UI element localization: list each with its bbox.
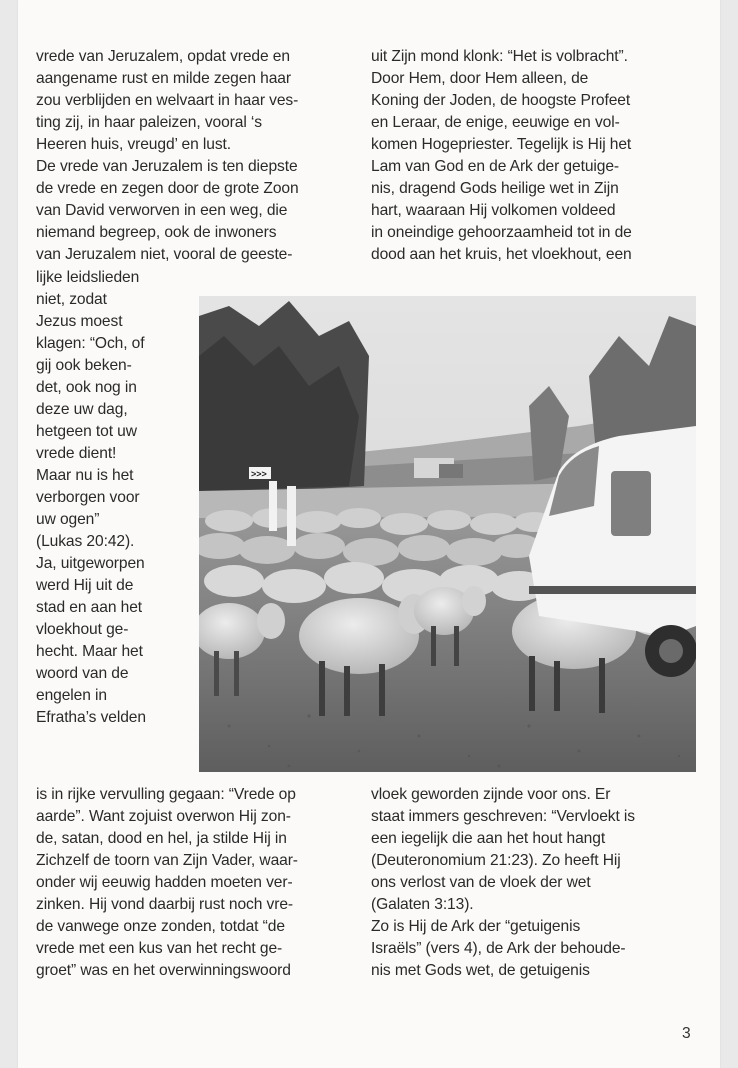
road-sign-text: >>>	[251, 469, 267, 479]
text-line: de vrede en zegen door de grote Zoon	[36, 180, 299, 197]
sheep-photo	[199, 296, 696, 772]
text-line: hart, waaraan Hij volkomen voldeed	[371, 202, 616, 219]
text-line: Door Hem, door Hem alleen, de	[371, 70, 589, 87]
text-line: Lam van God en de Ark der getuige-	[371, 158, 619, 175]
text-line: aarde”. Want zojuist overwon Hij zon-	[36, 808, 291, 825]
text-line: stad en aan het	[36, 599, 143, 616]
text-line: niet, zodat	[36, 291, 107, 308]
text-line: staat immers geschreven: “Vervloekt is	[371, 808, 635, 825]
text-line: verborgen voor	[36, 489, 140, 506]
text-line: Israëls” (vers 4), de Ark der behoude-	[371, 940, 626, 957]
document-page	[18, 0, 720, 1068]
text-line: zinken. Hij vond daarbij rust noch vre-	[36, 896, 293, 913]
text-line: vrede met een kus van het recht ge-	[36, 940, 283, 957]
text-line: zou verblijden en welvaart in haar ves-	[36, 92, 299, 109]
text-line: de vanwege onze zonden, totdat “de	[36, 918, 285, 935]
text-line: Ja, uitgeworpen	[36, 555, 145, 572]
text-line: vrede dient!	[36, 445, 117, 462]
text-line: een iegelijk die aan het hout hangt	[371, 830, 606, 847]
text-line: ting zij, in haar paleizen, vooral ‘s	[36, 114, 262, 131]
text-line: engelen in	[36, 687, 107, 704]
text-line: vloekhout ge-	[36, 621, 129, 638]
text-line: aangename rust en milde zegen haar	[36, 70, 291, 87]
text-line: dood aan het kruis, het vloekhout, een	[371, 246, 632, 263]
text-line: de, satan, dood en hel, ja stilde Hij in	[36, 830, 287, 847]
text-line: lijke leidslieden	[36, 269, 140, 286]
text-line: in oneindige gehoorzaamheid tot in de	[371, 224, 632, 241]
text-line: is in rijke vervulling gegaan: “Vrede op	[36, 786, 296, 803]
text-line: nis met Gods wet, de getuigenis	[371, 962, 590, 979]
text-line: Jezus moest	[36, 313, 123, 330]
text-line: vloek geworden zijnde voor ons. Er	[371, 786, 611, 803]
text-line: hecht. Maar het	[36, 643, 143, 660]
text-line: (Galaten 3:13).	[371, 896, 474, 913]
text-line: Heeren huis, vreugd’ en lust.	[36, 136, 232, 153]
text-line: Maar nu is het	[36, 467, 134, 484]
text-line: woord van de	[36, 665, 129, 682]
text-line: en Leraar, de enige, eeuwige en vol-	[371, 114, 620, 131]
text-line: van David verworven in een weg, die	[36, 202, 288, 219]
text-line: Koning der Joden, de hoogste Profeet	[371, 92, 631, 109]
text-line: deze uw dag,	[36, 401, 128, 418]
text-line: onder wij eeuwig hadden moeten ver-	[36, 874, 293, 891]
text-line: ons verlost van de vloek der wet	[371, 874, 591, 891]
text-line: det, ook nog in	[36, 379, 137, 396]
text-line: werd Hij uit de	[36, 577, 134, 594]
text-line: van Jeruzalem niet, vooral de geeste-	[36, 246, 293, 263]
text-line: nis, dragend Gods heilige wet in Zijn	[371, 180, 619, 197]
text-line: groet” was en het overwinningswoord	[36, 962, 291, 979]
text-line: komen Hogepriester. Tegelijk is Hij het	[371, 136, 632, 153]
text-line: klagen: “Och, of	[36, 335, 145, 352]
text-line: uw ogen”	[36, 511, 100, 528]
text-line: hetgeen tot uw	[36, 423, 137, 440]
text-line: vrede van Jeruzalem, opdat vrede en	[36, 48, 290, 65]
text-line: Zo is Hij de Ark der “getuigenis	[371, 918, 581, 935]
text-line: niemand begreep, ook de inwoners	[36, 224, 277, 241]
text-line: Zichzelf de toorn van Zijn Vader, waar-	[36, 852, 298, 869]
text-line: (Deuteronomium 21:23). Zo heeft Hij	[371, 852, 621, 869]
text-line: De vrede van Jeruzalem is ten diepste	[36, 158, 298, 175]
text-line: gij ook beken-	[36, 357, 132, 374]
text-line: (Lukas 20:42).	[36, 533, 135, 550]
text-line: uit Zijn mond klonk: “Het is volbracht”.	[371, 48, 628, 65]
page-number: 3	[682, 1025, 691, 1042]
text-line: Efratha’s velden	[36, 709, 146, 726]
